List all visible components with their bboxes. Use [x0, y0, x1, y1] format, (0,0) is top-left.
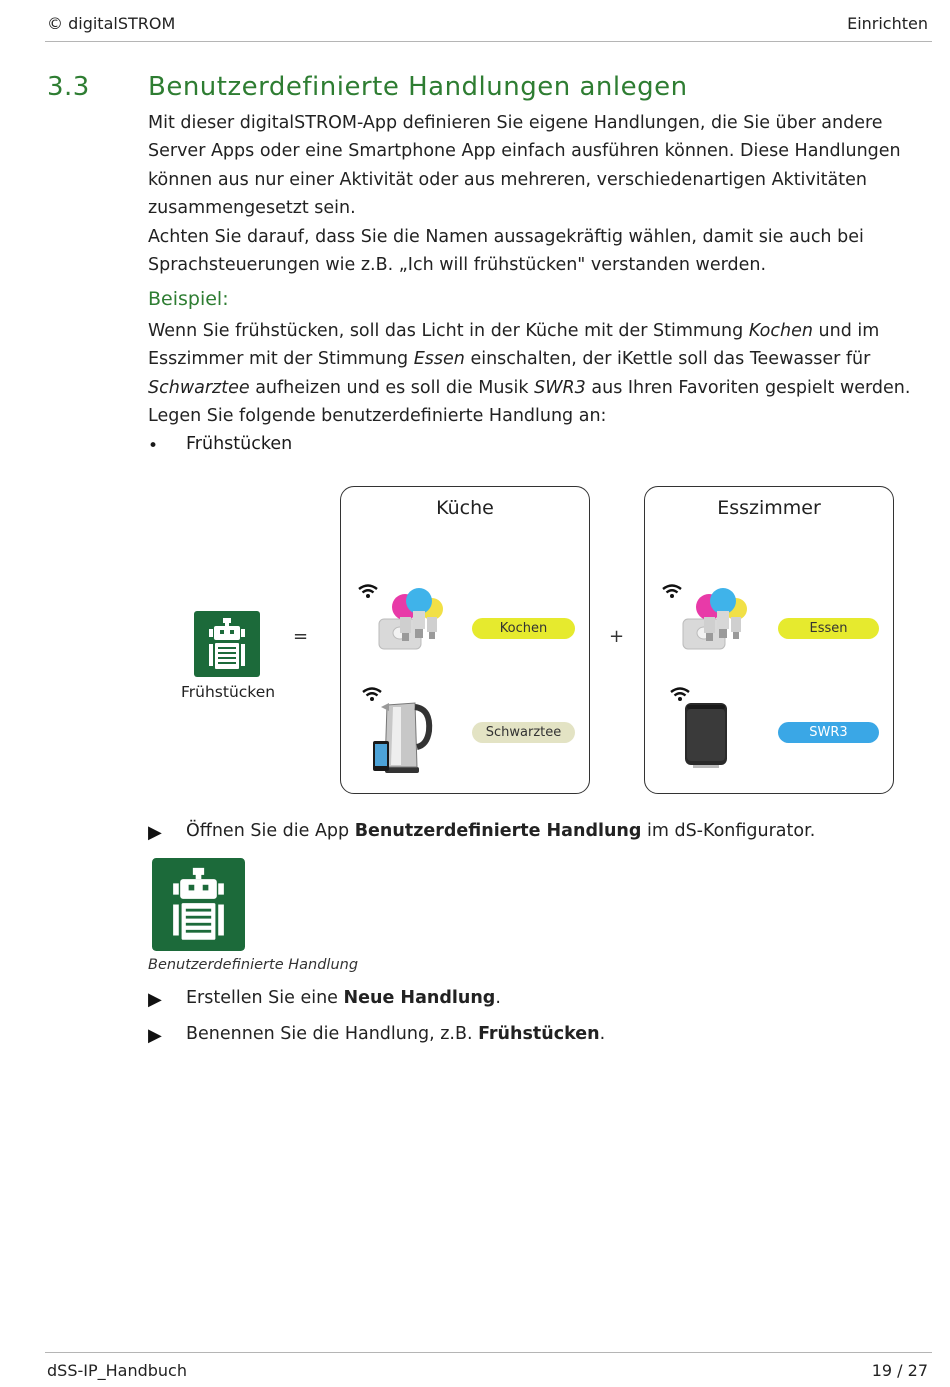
- room-box-esszimmer: [644, 486, 894, 794]
- speaker-icon: [683, 701, 729, 769]
- intro-line: Achten Sie darauf, dass Sie die Namen aussagekräftig wählen, damit sie auch bei: [148, 226, 864, 247]
- action-label: Frühstücken: [181, 683, 276, 701]
- example-line: Esszimmer mit der Stimmung Essen einschalten, der iKettle soll das Teewasser für: [148, 349, 871, 370]
- intro-line: können aus nur einer Aktivität oder aus mehreren, verschiedenartigen Aktivitäten: [148, 169, 867, 190]
- plus-sign: +: [609, 626, 625, 647]
- intro-line: zusammengesetzt sein.: [148, 198, 356, 219]
- page-number: 19 / 27: [871, 1361, 928, 1380]
- kettle-icon: [371, 697, 437, 775]
- intro-line: Sprachsteuerungen wie z.B. „Ich will frühstücken" verstanden werden.: [148, 255, 767, 276]
- footer-rule: [45, 1352, 932, 1353]
- example-line: Legen Sie folgende benutzerdefinierte Handlung an:: [148, 406, 607, 427]
- bullet-marker: •: [148, 436, 159, 456]
- step-name-action: Benennen Sie die Handlung, z.B. Frühstücken.: [186, 1024, 606, 1044]
- app-icon-caption: Benutzerdefinierte Handlung: [148, 957, 359, 973]
- hue-lamp-icon: [681, 585, 755, 657]
- triangle-arrow-icon: ▶: [148, 1025, 162, 1046]
- robot-app-icon: [194, 611, 260, 677]
- triangle-arrow-icon: ▶: [148, 989, 162, 1010]
- example-line: Schwarztee aufheizen und es soll die Musik SWR3 aus Ihren Favoriten gespielt werden.: [148, 377, 911, 398]
- robot-app-icon: [152, 858, 245, 951]
- equals-sign: =: [293, 626, 309, 647]
- triangle-arrow-icon: ▶: [148, 822, 162, 843]
- wifi-icon: [669, 686, 691, 702]
- scene-pill-kochen: Kochen: [472, 618, 575, 639]
- scene-pill-swr3: SWR3: [778, 722, 879, 743]
- scene-pill-essen: Essen: [778, 618, 879, 639]
- example-line: Wenn Sie frühstücken, soll das Licht in der Küche mit der Stimmung Kochen und im: [148, 321, 880, 341]
- header-left: © digitalSTROM: [47, 14, 176, 33]
- section-number: 3.3: [47, 72, 90, 102]
- scene-pill-schwarztee: Schwarztee: [472, 722, 575, 743]
- room-title: Esszimmer: [717, 497, 821, 519]
- example-heading: Beispiel:: [148, 288, 229, 310]
- example-paragraph: [148, 317, 918, 431]
- room-box-kueche: [340, 486, 590, 794]
- intro-line: Mit dieser digitalSTROM-App definieren Sie eigene Handlungen, die Sie über andere: [148, 113, 883, 133]
- header-rule: [45, 41, 932, 42]
- wifi-icon: [661, 583, 683, 599]
- intro-line: Server Apps oder eine Smartphone App einfach ausführen können. Diese Handlungen: [148, 141, 901, 162]
- section-title: Benutzerdefinierte Handlungen anlegen: [148, 72, 688, 102]
- hue-lamp-icon: [377, 585, 451, 657]
- step-open-app: Öffnen Sie die App Benutzerdefinierte Handlung im dS-Konfigurator.: [186, 821, 816, 841]
- footer-left: dSS-IP_Handbuch: [47, 1361, 187, 1380]
- wifi-icon: [357, 583, 379, 599]
- header-right: Einrichten: [847, 14, 928, 33]
- intro-paragraph: [148, 109, 918, 279]
- step-create-action: Erstellen Sie eine Neue Handlung.: [186, 988, 501, 1008]
- room-title: Küche: [436, 497, 494, 519]
- bullet-text: Frühstücken: [186, 434, 293, 454]
